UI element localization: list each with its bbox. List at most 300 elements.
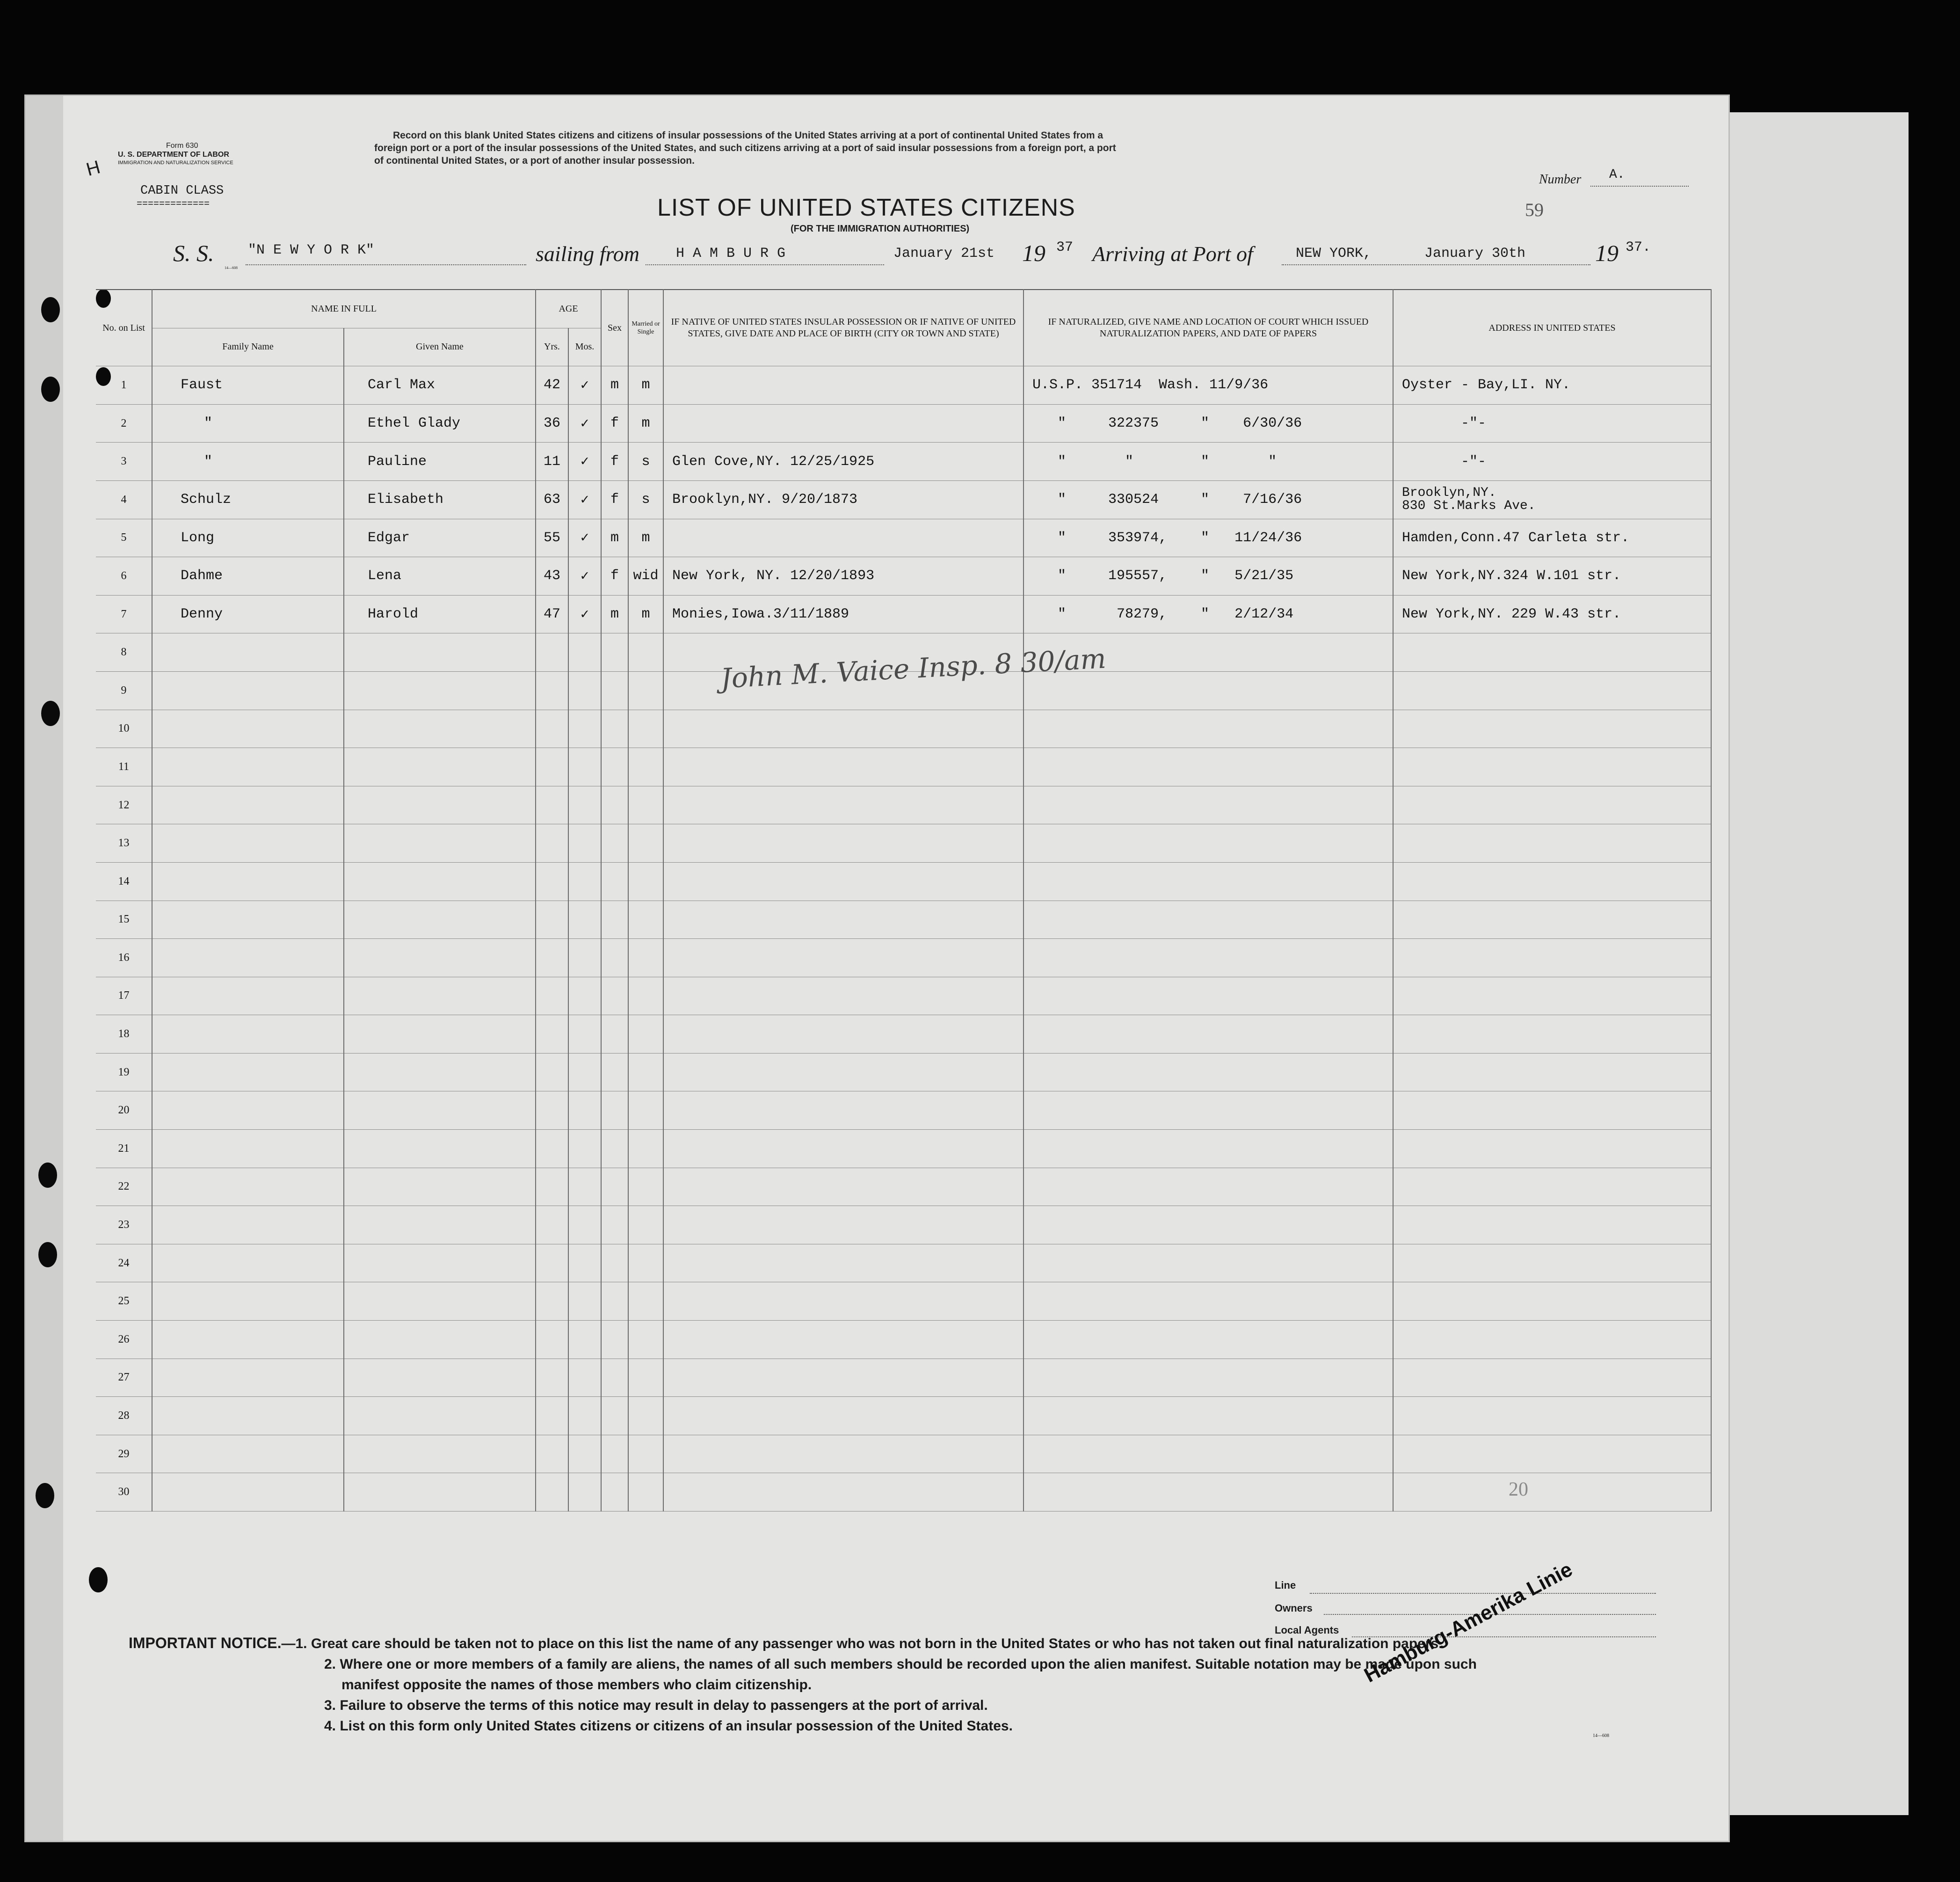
given-name-cell	[344, 748, 536, 786]
passenger-rows	[96, 366, 1711, 1511]
table-row	[96, 1091, 1711, 1130]
marital-status-cell: m	[628, 595, 663, 633]
address-cell	[1393, 1397, 1711, 1435]
age-years-cell	[536, 824, 568, 863]
naturalization-cell	[1024, 862, 1393, 901]
arrival-port: NEW YORK,	[1296, 246, 1372, 262]
age-years-cell	[536, 1206, 568, 1244]
sex-cell: f	[601, 480, 628, 519]
birth-info-cell	[663, 862, 1024, 901]
record-line-3: of continental United States, or a port of another insular possession.	[374, 155, 695, 166]
print-code: 14—608	[225, 266, 238, 270]
marital-status-cell	[628, 1282, 663, 1321]
row-number: 15	[96, 901, 152, 939]
naturalization-cell: " 322375 " 6/30/36	[1024, 404, 1393, 443]
birth-info-cell	[663, 1435, 1024, 1473]
age-years-cell	[536, 1244, 568, 1282]
age-months-cell	[568, 862, 601, 901]
family-name-cell: Schulz	[152, 480, 344, 519]
family-name-cell	[152, 977, 344, 1015]
table-row	[96, 1397, 1711, 1435]
sex-cell: m	[601, 366, 628, 405]
line-underline	[1310, 1593, 1656, 1594]
family-name-cell	[152, 1168, 344, 1206]
header-sex: Sex	[601, 290, 628, 366]
family-name-cell	[152, 1473, 344, 1511]
address-cell: Oyster - Bay,LI. NY.	[1393, 366, 1711, 405]
sex-cell	[601, 633, 628, 672]
given-name-cell: Ethel Glady	[344, 404, 536, 443]
sex-cell	[601, 901, 628, 939]
line-stamp: Hamburg-Amerika Linie	[1360, 1557, 1576, 1687]
family-name-cell: Faust	[152, 366, 344, 405]
address-cell	[1393, 1435, 1711, 1473]
age-years-cell	[536, 710, 568, 748]
sex-cell	[601, 1168, 628, 1206]
naturalization-cell	[1024, 1359, 1393, 1397]
marital-status-cell: s	[628, 443, 663, 481]
document-subtitle: (FOR THE IMMIGRATION AUTHORITIES)	[791, 224, 970, 234]
sex-cell	[601, 862, 628, 901]
marital-status-cell	[628, 1435, 663, 1473]
age-months-cell	[568, 1015, 601, 1054]
table-row	[96, 977, 1711, 1015]
naturalization-cell	[1024, 671, 1393, 710]
age-years-cell	[536, 748, 568, 786]
address-cell	[1393, 1473, 1711, 1511]
notice-heading: IMPORTANT NOTICE.	[129, 1635, 282, 1651]
important-notice	[129, 1633, 1477, 1737]
age-years-cell: 63	[536, 480, 568, 519]
row-number: 14	[96, 862, 152, 901]
address-cell	[1393, 786, 1711, 824]
given-name-cell	[344, 824, 536, 863]
age-months-cell	[568, 1244, 601, 1282]
naturalization-cell	[1024, 1473, 1393, 1511]
birth-info-cell	[663, 1015, 1024, 1054]
birth-info-cell	[663, 939, 1024, 977]
row-number: 12	[96, 786, 152, 824]
sex-cell	[601, 786, 628, 824]
row-number: 16	[96, 939, 152, 977]
age-years-cell	[536, 1130, 568, 1168]
birth-info-cell: New York, NY. 12/20/1893	[663, 557, 1024, 596]
row-number: 3	[96, 443, 152, 481]
row-number: 30	[96, 1473, 152, 1511]
header-family-name: Family Name	[152, 328, 344, 366]
table-row	[96, 519, 1711, 557]
ship-name: "N E W Y O R K"	[248, 242, 375, 258]
address-line-2: 830 St.Marks Ave.	[1402, 499, 1536, 514]
given-name-cell	[344, 1397, 536, 1435]
family-name-cell	[152, 1244, 344, 1282]
given-name-cell	[344, 1015, 536, 1054]
given-name-cell: Harold	[344, 595, 536, 633]
age-months-cell	[568, 824, 601, 863]
family-name-cell	[152, 671, 344, 710]
address-cell	[1393, 480, 1711, 519]
given-name-cell: Carl Max	[344, 366, 536, 405]
year-suffix-sailing: 37	[1056, 240, 1074, 255]
marital-status-cell	[628, 862, 663, 901]
birth-info-cell: Brooklyn,NY. 9/20/1873	[663, 480, 1024, 519]
age-months-cell	[568, 1053, 601, 1091]
row-number: 18	[96, 1015, 152, 1054]
marital-status-cell	[628, 1206, 663, 1244]
marital-status-cell	[628, 748, 663, 786]
header-mos: Mos.	[568, 328, 601, 366]
table-row	[96, 366, 1711, 405]
age-years-cell	[536, 1473, 568, 1511]
birth-info-cell	[663, 1321, 1024, 1359]
given-name-cell: Pauline	[344, 443, 536, 481]
family-name-cell: Dahme	[152, 557, 344, 596]
row-number: 2	[96, 404, 152, 443]
marital-status-cell: m	[628, 404, 663, 443]
table-row	[96, 1435, 1711, 1473]
sailing-from-label: sailing from	[536, 242, 639, 266]
birth-info-cell: Glen Cove,NY. 12/25/1925	[663, 443, 1024, 481]
given-name-cell: Edgar	[344, 519, 536, 557]
row-number: 27	[96, 1359, 152, 1397]
age-months-cell	[568, 786, 601, 824]
age-months-cell	[568, 1206, 601, 1244]
given-name-cell	[344, 710, 536, 748]
family-name-cell	[152, 1015, 344, 1054]
naturalization-cell: " 195557, " 5/21/35	[1024, 557, 1393, 596]
address-cell	[1393, 1244, 1711, 1282]
birth-info-cell	[663, 786, 1024, 824]
age-months-cell: ✓	[568, 443, 601, 481]
age-months-cell	[568, 939, 601, 977]
family-name-cell	[152, 824, 344, 863]
age-years-cell	[536, 1015, 568, 1054]
age-months-cell	[568, 1397, 601, 1435]
given-name-cell	[344, 1359, 536, 1397]
address-cell	[1393, 939, 1711, 977]
age-years-cell	[536, 939, 568, 977]
row-number: 1	[96, 366, 152, 405]
given-name-cell	[344, 1168, 536, 1206]
sex-cell	[601, 1091, 628, 1130]
birth-info-cell	[663, 1473, 1024, 1511]
naturalization-cell	[1024, 786, 1393, 824]
birth-info-cell	[663, 1206, 1024, 1244]
marital-status-cell	[628, 633, 663, 672]
departure-underline	[646, 264, 884, 265]
given-name-cell	[344, 1091, 536, 1130]
naturalization-cell	[1024, 748, 1393, 786]
given-name-cell	[344, 939, 536, 977]
address-cell	[1393, 1282, 1711, 1321]
table-row	[96, 443, 1711, 481]
document-title: LIST OF UNITED STATES CITIZENS	[657, 194, 1075, 221]
sex-cell	[601, 671, 628, 710]
family-name-cell	[152, 1091, 344, 1130]
naturalization-cell	[1024, 1435, 1393, 1473]
table-row	[96, 1359, 1711, 1397]
punch-hole	[38, 1163, 57, 1188]
birth-info-cell	[663, 748, 1024, 786]
family-name-cell	[152, 862, 344, 901]
given-name-cell	[344, 671, 536, 710]
family-name-cell	[152, 748, 344, 786]
given-name-cell: Elisabeth	[344, 480, 536, 519]
row-number: 29	[96, 1435, 152, 1473]
row-number: 23	[96, 1206, 152, 1244]
line-label: Line	[1275, 1579, 1296, 1591]
address-cell	[1393, 633, 1711, 672]
given-name-cell: Lena	[344, 557, 536, 596]
notice-item-2: 2. Where one or more members of a family are aliens, the names of all such members should be recorded upon the alien manifest. Suitable notation may be made upon such	[324, 1657, 1477, 1672]
age-months-cell	[568, 1473, 601, 1511]
marital-status-cell: m	[628, 366, 663, 405]
row-number: 28	[96, 1397, 152, 1435]
header-married-single: Married or Single	[628, 290, 663, 366]
row-number: 19	[96, 1053, 152, 1091]
table-row	[96, 862, 1711, 901]
marital-status-cell	[628, 671, 663, 710]
address-cell	[1393, 901, 1711, 939]
given-name-cell	[344, 633, 536, 672]
family-name-cell	[152, 1130, 344, 1168]
class-label: CABIN CLASS	[140, 184, 224, 198]
naturalization-cell	[1024, 1091, 1393, 1130]
table-row	[96, 1473, 1711, 1511]
birth-info-cell	[663, 1091, 1024, 1130]
family-name-cell: "	[152, 443, 344, 481]
arriving-label: Arriving at Port of	[1092, 242, 1253, 266]
address-cell	[1393, 1130, 1711, 1168]
notice-item-2b: manifest opposite the names of those members who claim citizenship.	[341, 1677, 812, 1693]
age-months-cell: ✓	[568, 519, 601, 557]
year-prefix-sailing: 19	[1022, 240, 1045, 266]
marital-status-cell	[628, 1091, 663, 1130]
marital-status-cell	[628, 710, 663, 748]
address-cell	[1393, 1053, 1711, 1091]
address-cell	[1393, 1321, 1711, 1359]
sex-cell: f	[601, 557, 628, 596]
given-name-cell	[344, 1053, 536, 1091]
family-name-cell	[152, 1321, 344, 1359]
address-cell	[1393, 862, 1711, 901]
owners-label: Owners	[1275, 1602, 1313, 1614]
sex-cell	[601, 1435, 628, 1473]
age-years-cell: 43	[536, 557, 568, 596]
table-row	[96, 1015, 1711, 1054]
row-number: 4	[96, 480, 152, 519]
row-number: 13	[96, 824, 152, 863]
record-line-2: foreign port or a port of the insular possessions of the United States, and such citizens arriving at a port of said insular possessions from a foreign port, a port	[374, 143, 1116, 153]
family-name-cell	[152, 1435, 344, 1473]
given-name-cell	[344, 1130, 536, 1168]
age-months-cell	[568, 1091, 601, 1130]
row-number: 21	[96, 1130, 152, 1168]
sex-cell	[601, 1206, 628, 1244]
age-months-cell	[568, 901, 601, 939]
birth-info-cell: Monies,Iowa.3/11/1889	[663, 595, 1024, 633]
punch-hole	[41, 701, 60, 726]
marital-status-cell	[628, 1397, 663, 1435]
ss-label: S. S.	[173, 240, 214, 266]
family-name-cell	[152, 1053, 344, 1091]
row-number: 7	[96, 595, 152, 633]
age-years-cell	[536, 1397, 568, 1435]
age-years-cell: 55	[536, 519, 568, 557]
family-name-cell	[152, 710, 344, 748]
class-underline: =============	[137, 199, 210, 210]
given-name-cell	[344, 977, 536, 1015]
sex-cell	[601, 1473, 628, 1511]
marital-status-cell	[628, 1473, 663, 1511]
given-name-cell	[344, 786, 536, 824]
age-years-cell: 47	[536, 595, 568, 633]
age-months-cell	[568, 1130, 601, 1168]
sex-cell	[601, 1015, 628, 1054]
age-years-cell	[536, 862, 568, 901]
given-name-cell	[344, 1473, 536, 1511]
birth-info-cell	[663, 1053, 1024, 1091]
marital-status-cell	[628, 1244, 663, 1282]
address-cell: Hamden,Conn.47 Carleta str.	[1393, 519, 1711, 557]
sex-cell	[601, 939, 628, 977]
age-years-cell: 11	[536, 443, 568, 481]
table-row	[96, 1321, 1711, 1359]
table-row	[96, 1053, 1711, 1091]
birth-info-cell	[663, 1168, 1024, 1206]
naturalization-cell	[1024, 1015, 1393, 1054]
age-months-cell: ✓	[568, 557, 601, 596]
address-cell	[1393, 1168, 1711, 1206]
birth-info-cell	[663, 1397, 1024, 1435]
family-name-cell	[152, 1206, 344, 1244]
year-prefix-arrival: 19	[1595, 240, 1619, 266]
table-row	[96, 1130, 1711, 1168]
margin-mark: H	[84, 157, 102, 181]
punch-hole	[41, 297, 60, 322]
age-years-cell	[536, 1359, 568, 1397]
family-name-cell: Denny	[152, 595, 344, 633]
row-number: 22	[96, 1168, 152, 1206]
underlying-page	[1726, 112, 1909, 1815]
number-label: Number	[1539, 172, 1582, 187]
birth-info-cell	[663, 1130, 1024, 1168]
address-cell	[1393, 1206, 1711, 1244]
age-months-cell	[568, 710, 601, 748]
inspector-signature: John M. Vaice Insp. 8 30/am	[719, 642, 1107, 695]
marital-status-cell	[628, 939, 663, 977]
naturalization-cell	[1024, 901, 1393, 939]
age-months-cell	[568, 1359, 601, 1397]
naturalization-cell: " 78279, " 2/12/34	[1024, 595, 1393, 633]
row-number: 17	[96, 977, 152, 1015]
age-months-cell: ✓	[568, 404, 601, 443]
sex-cell	[601, 1321, 628, 1359]
address-cell: -"-	[1393, 443, 1711, 481]
table-row	[96, 595, 1711, 633]
header-yrs: Yrs.	[536, 328, 568, 366]
birth-info-cell	[663, 366, 1024, 405]
family-name-cell	[152, 786, 344, 824]
naturalization-cell	[1024, 1321, 1393, 1359]
address-cell	[1393, 977, 1711, 1015]
sex-cell	[601, 977, 628, 1015]
age-years-cell	[536, 671, 568, 710]
naturalization-cell	[1024, 710, 1393, 748]
marital-status-cell	[628, 901, 663, 939]
naturalization-cell: U.S.P. 351714 Wash. 11/9/36	[1024, 366, 1393, 405]
header-naturalized-info: IF NATURALIZED, GIVE NAME AND LOCATION OF COURT WHICH ISSUED NATURALIZATION PAPERS, AND DATE OF PAPERS	[1024, 290, 1393, 366]
header-name-in-full: NAME IN FULL	[152, 290, 536, 328]
arrival-date: January 30th	[1424, 246, 1526, 262]
table-row	[96, 1168, 1711, 1206]
address-line-1: Brooklyn,NY.	[1402, 486, 1496, 501]
birth-info-cell	[663, 824, 1024, 863]
age-years-cell	[536, 1053, 568, 1091]
record-instructions	[374, 129, 1116, 167]
table-row	[96, 480, 1711, 519]
table-row	[96, 824, 1711, 863]
header-address: ADDRESS IN UNITED STATES	[1393, 290, 1711, 366]
header-birth-info: IF NATIVE OF UNITED STATES INSULAR POSSESSION OR IF NATIVE OF UNITED STATES, GIVE DATE AND PLACE OF BIRTH (CITY OR TOWN AND STATE)	[663, 290, 1024, 366]
year-suffix-arrival: 37.	[1626, 240, 1651, 255]
ship-underline	[246, 264, 526, 265]
address-cell: New York,NY. 229 W.43 str.	[1393, 595, 1711, 633]
given-name-cell	[344, 1321, 536, 1359]
given-name-cell	[344, 1435, 536, 1473]
service-name: IMMIGRATION AND NATURALIZATION SERVICE	[118, 160, 233, 166]
naturalization-cell	[1024, 1282, 1393, 1321]
table-row	[96, 404, 1711, 443]
punch-hole	[41, 377, 60, 402]
age-months-cell: ✓	[568, 480, 601, 519]
marital-status-cell	[628, 786, 663, 824]
age-months-cell	[568, 748, 601, 786]
table-row	[96, 786, 1711, 824]
age-years-cell	[536, 1321, 568, 1359]
age-years-cell	[536, 786, 568, 824]
address-cell	[1393, 671, 1711, 710]
naturalization-cell	[1024, 1130, 1393, 1168]
notice-item-1: —1. Great care should be taken not to place on this list the name of any passenger who was not born in the United States or who has not taken out final naturalization papers.	[281, 1636, 1443, 1651]
pencil-mark: 20	[1509, 1479, 1528, 1500]
binding-strip	[26, 96, 63, 1841]
family-name-cell	[152, 633, 344, 672]
row-number: 6	[96, 557, 152, 596]
address-cell	[1393, 748, 1711, 786]
age-months-cell	[568, 1282, 601, 1321]
age-months-cell	[568, 1168, 601, 1206]
departure-port: H A M B U R G	[676, 246, 786, 262]
table-row	[96, 557, 1711, 596]
sex-cell: m	[601, 519, 628, 557]
address-cell	[1393, 1091, 1711, 1130]
birth-info-cell	[663, 1244, 1024, 1282]
sex-cell: f	[601, 404, 628, 443]
row-number: 10	[96, 710, 152, 748]
naturalization-cell: " 353974, " 11/24/36	[1024, 519, 1393, 557]
age-years-cell: 42	[536, 366, 568, 405]
address-cell: New York,NY.324 W.101 str.	[1393, 557, 1711, 596]
family-name-cell	[152, 1359, 344, 1397]
birth-info-cell	[663, 710, 1024, 748]
family-name-cell	[152, 1282, 344, 1321]
given-name-cell	[344, 1244, 536, 1282]
number-value: A.	[1609, 167, 1625, 182]
marital-status-cell	[628, 1053, 663, 1091]
punch-hole	[36, 1483, 54, 1508]
age-years-cell	[536, 1091, 568, 1130]
